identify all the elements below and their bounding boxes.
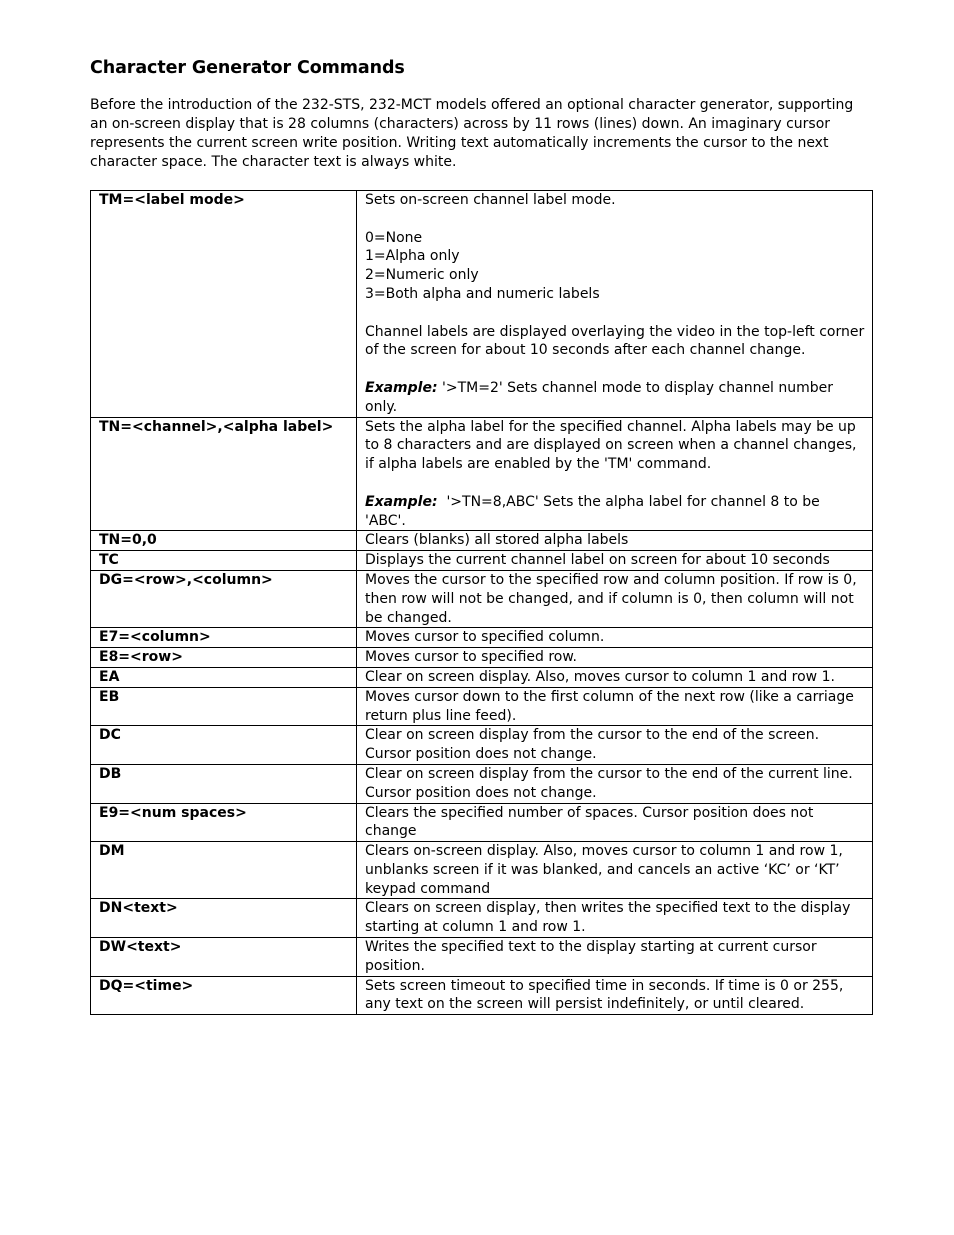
description-cell (357, 628, 873, 648)
description-text: Displays the current channel label on screen for about 10 seconds (365, 552, 830, 569)
document-page (90, 57, 873, 1015)
description-text: 2=Numeric only (365, 267, 479, 284)
command-cell: TM=<label mode> (91, 191, 357, 418)
command-cell: DN<text> (91, 899, 357, 938)
description-cell (357, 803, 873, 842)
table-row (91, 628, 873, 648)
description-text: Moves the cursor to the specified row and column position. If row is 0, then row will not be changed, and if column is 0, then column will not be changed. (365, 571, 857, 626)
example-line (365, 493, 865, 531)
description-text: Clear on screen display from the cursor to the end of the screen. Cursor position does not change. (365, 727, 820, 763)
description-text: Clears the specified number of spaces. Cursor position does not change (365, 804, 814, 840)
description-text: Writes the specified text to the display starting at current cursor position. (365, 939, 817, 974)
command-cell: TC (91, 551, 357, 571)
page-title: Character Generator Commands (90, 58, 405, 78)
table-row (91, 570, 873, 627)
description-text: Moves cursor down to the first column of the next row (like a carriage return plus line feed). (365, 688, 854, 724)
paragraph-gap (365, 210, 865, 229)
description-cell (357, 938, 873, 977)
table-row (91, 726, 873, 765)
paragraph-gap (365, 304, 865, 323)
description-text: Channel labels are displayed overlaying the video in the top-left corner of the screen for about 10 seconds after each channel change. (365, 323, 865, 359)
description-cell (357, 648, 873, 668)
table-row (91, 551, 873, 571)
command-cell: DM (91, 842, 357, 899)
description-text: Moves cursor to specified column. (365, 629, 605, 646)
table-row (91, 687, 873, 726)
description-text: Clears on-screen display. Also, moves cursor to column 1 and row 1, unblanks screen if it was blanked, and cancels an active ‘KC’ or ‘KT’ keypad command (365, 843, 843, 897)
command-cell: DG=<row>,<column> (91, 570, 357, 627)
description-text: Clears (blanks) all stored alpha labels (365, 532, 629, 549)
command-cell: TN=0,0 (91, 531, 357, 551)
table-row (91, 191, 873, 418)
description-text: 0=None (365, 229, 423, 246)
description-cell (357, 191, 873, 418)
table-row (91, 899, 873, 938)
paragraph-gap (365, 474, 865, 493)
example-text: '>TN=8,ABC' Sets the alpha label for channel 8 to be 'ABC'. (365, 493, 825, 529)
description-text: Sets the alpha label for the specified channel. Alpha labels may be up to 8 characters and are displayed on screen when a channel changes, if alpha labels are enabled by the 'TM' command. (365, 418, 857, 473)
example-label: Example: (365, 379, 438, 396)
description-text: Moves cursor to specified row. (365, 649, 577, 666)
table-row (91, 667, 873, 687)
description-cell (357, 687, 873, 726)
command-cell: E9=<num spaces> (91, 803, 357, 842)
description-text: Clear on screen display from the cursor to the end of the current line. Cursor position does not change. (365, 765, 853, 801)
command-cell: TN=<channel>,<alpha label> (91, 417, 357, 531)
command-cell: DC (91, 726, 357, 765)
intro-paragraph: Before the introduction of the 232-STS, 232-MCT models offered an optional character generator, supporting an on-screen display that is 28 columns (characters) across by 11 rows (lines) down. An imaginary cursor represents the current screen write position. Writing text automatically increments the cursor to the next character space. The character text is always white. (90, 97, 854, 170)
command-cell: DQ=<time> (91, 976, 357, 1015)
table-row (91, 531, 873, 551)
command-cell: DB (91, 764, 357, 803)
example-text: '>TM=2' Sets channel mode to display channel number only. (365, 379, 838, 415)
command-cell: E7=<column> (91, 628, 357, 648)
command-table (90, 190, 873, 1015)
description-cell (357, 899, 873, 938)
description-text: 1=Alpha only (365, 248, 460, 265)
command-table-body (91, 191, 873, 1015)
command-cell: DW<text> (91, 938, 357, 977)
description-cell (357, 531, 873, 551)
table-row (91, 648, 873, 668)
command-cell: E8=<row> (91, 648, 357, 668)
table-row (91, 803, 873, 842)
description-text: Sets screen timeout to specified time in seconds. If time is 0 or 255, any text on the screen will persist indefinitely, or until cleared. (365, 977, 844, 1013)
table-row (91, 976, 873, 1015)
description-cell (357, 667, 873, 687)
example-label: Example: (365, 493, 438, 510)
description-cell (357, 570, 873, 627)
description-text: Clear on screen display. Also, moves cursor to column 1 and row 1. (365, 668, 835, 685)
command-cell: EB (91, 687, 357, 726)
table-row (91, 764, 873, 803)
description-text: Sets on-screen channel label mode. (365, 192, 616, 208)
paragraph-gap (365, 360, 865, 379)
description-cell (357, 764, 873, 803)
table-row (91, 938, 873, 977)
table-row (91, 417, 873, 531)
table-row (91, 842, 873, 899)
description-cell (357, 976, 873, 1015)
command-cell: EA (91, 667, 357, 687)
example-line (365, 379, 865, 417)
description-cell (357, 417, 873, 531)
description-text: 3=Both alpha and numeric labels (365, 285, 600, 302)
description-cell (357, 726, 873, 765)
description-cell (357, 842, 873, 899)
description-text: Clears on screen display, then writes the specified text to the display starting at column 1 and row 1. (365, 900, 851, 936)
description-cell (357, 551, 873, 571)
